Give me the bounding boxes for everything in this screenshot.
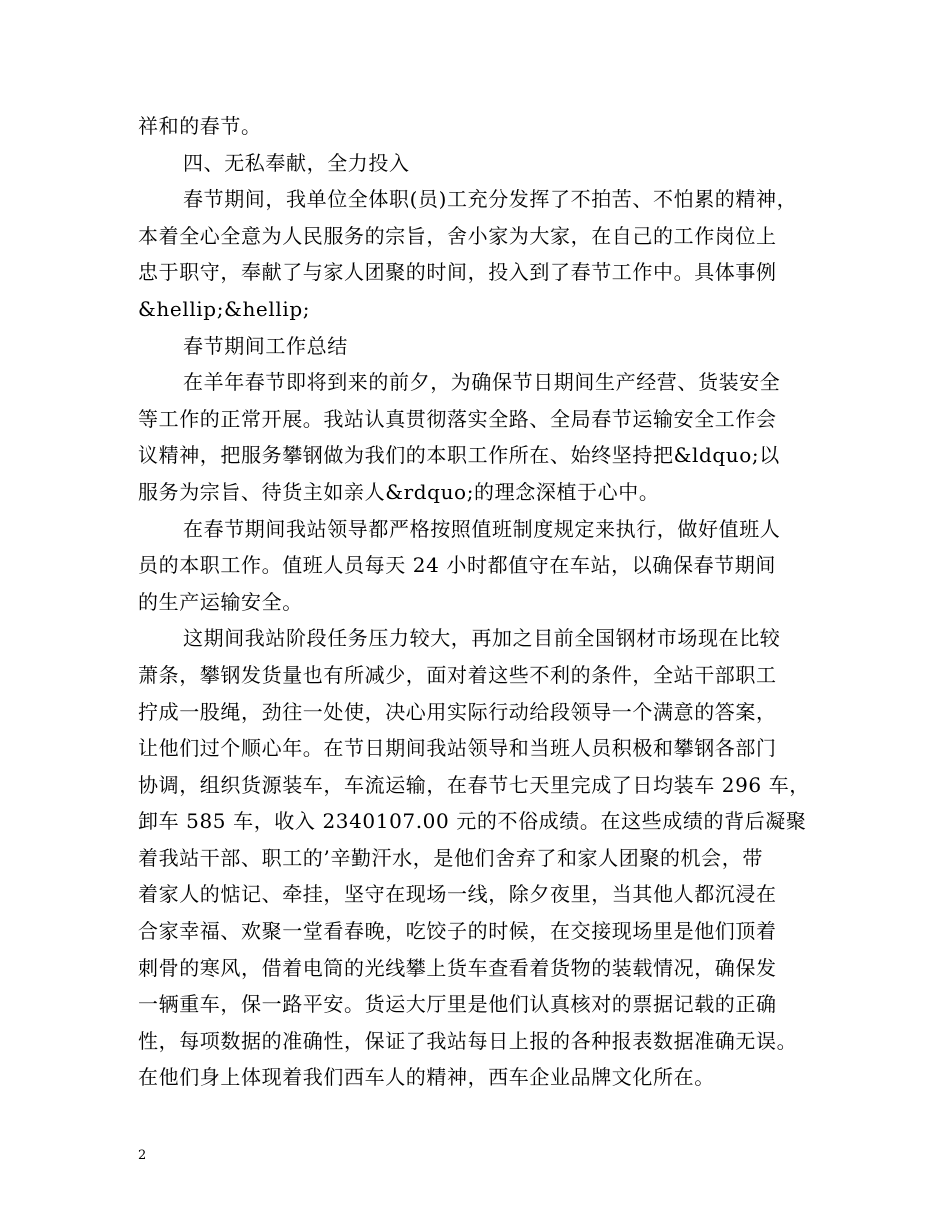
text-line: 一辆重车，保一路平安。货运大厅里是他们认真核对的票据记载的正确 [138, 992, 777, 1017]
document-body [138, 108, 828, 1096]
text-line: 在春节期间我站领导都严格按照值班制度规定来执行，做好值班人 [183, 516, 781, 541]
page-number: 2 [138, 1148, 147, 1163]
text-line: 服务为宗旨、待货主如亲人&rdquo;的理念深植于心中。 [138, 479, 660, 504]
text-line: 合家幸福、欢聚一堂看春晚，吃饺子的时候，在交接现场里是他们顶着 [138, 919, 777, 944]
text-line: 拧成一股绳，劲往一处使，决心用实际行动给段领导一个满意的答案， [138, 699, 777, 724]
text-line: 本着全心全意为人民服务的宗旨，舍小家为大家，在自己的工作岗位上 [138, 223, 777, 248]
text-line: 这期间我站阶段任务压力较大，再加之目前全国钢材市场现在比较 [183, 626, 781, 651]
text-line: 的生产运输安全。 [138, 589, 303, 614]
text-line: 春节期间工作总结 [183, 333, 348, 358]
text-line: 忠于职守，奉献了与家人团聚的时间，投入到了春节工作中。具体事例 [138, 260, 777, 285]
text-line: 员的本职工作。值班人员每天 24 小时都值守在车站，以确保春节期间 [138, 553, 776, 578]
text-line: 在他们身上体现着我们西车人的精神，西车企业品牌文化所在。 [138, 1065, 715, 1090]
text-line: 春节期间，我单位全体职(员)工充分发挥了不拍苦、不怕累的精神， [183, 187, 798, 212]
text-line: 议精神，把服务攀钢做为我们的本职工作所在、始终坚持把&ldquo;以 [138, 443, 780, 468]
text-line: 祥和的春节。 [138, 114, 262, 138]
text-line: &hellip;&hellip; [138, 296, 311, 321]
text-line: 在羊年春节即将到来的前夕，为确保节日期间生产经营、货装安全 [183, 370, 781, 395]
text-line: 卸车 585 车，收入 2340107.00 元的不俗成绩。在这些成绩的背后凝聚 [138, 809, 807, 834]
text-line: 协调，组织货源装车，车流运输，在春节七天里完成了日均装车 296 车， [138, 772, 810, 797]
text-line: 让他们过个顺心年。在节日期间我站领导和当班人员积极和攀钢各部门 [138, 736, 777, 761]
text-line: 等工作的正常开展。我站认真贯彻落实全路、全局春节运输安全工作会 [138, 406, 777, 431]
text-line: 刺骨的寒风，借着电筒的光线攀上货车查看着货物的装载情况，确保发 [138, 955, 777, 980]
text-line: 四、无私奉献，全力投入 [183, 150, 410, 175]
text-line: 着我站干部、职工的’辛勤汗水，是他们舍弃了和家人团聚的机会，带 [138, 845, 763, 870]
text-line: 性，每项数据的准确性，保证了我站每日上报的各种报表数据准确无误。 [138, 1028, 798, 1053]
text-line: 着家人的惦记、牵挂，坚守在现场一线，除夕夜里，当其他人都沉浸在 [138, 882, 777, 907]
text-line: 萧条，攀钢发货量也有所减少，面对着这些不利的条件，全站干部职工 [138, 662, 777, 687]
